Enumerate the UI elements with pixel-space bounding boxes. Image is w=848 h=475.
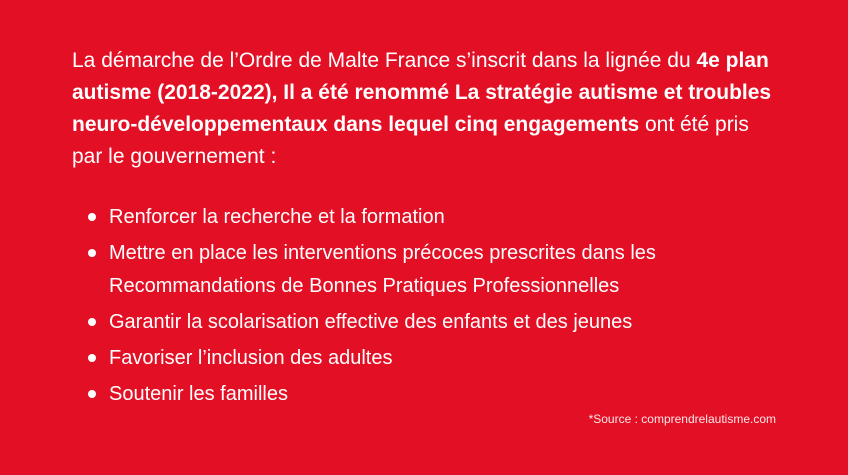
list-item-text: Soutenir les familles [109, 383, 288, 405]
source-note: *Source : comprendrelautisme.com [588, 412, 776, 426]
bullet-icon [88, 249, 96, 257]
bullet-icon [88, 213, 96, 221]
intro-paragraph [72, 45, 772, 173]
list-item [88, 306, 772, 339]
bullet-icon [88, 354, 96, 362]
intro-text-end: ont été pris par le gouvernement : [72, 113, 749, 168]
intro-text-start: La démarche de l’Ordre de Malte France s’inscrit dans la lignée du [72, 49, 697, 72]
list-item-text: Renforcer la recherche et la formation [109, 206, 445, 228]
list-item-text: Mettre en place les interventions précoces prescrites dans les Recommandations de Bonnes Pratiques Professionnelles [109, 242, 656, 297]
list-item [88, 342, 772, 375]
content-block [72, 45, 772, 414]
list-item [88, 378, 772, 411]
bullet-icon [88, 390, 96, 398]
intro-text-bold: 4e plan autisme (2018-2022), Il a été renommé La stratégie autisme et troubles neuro-développementaux dans lequel cinq engagements [72, 49, 772, 136]
list-item-text: Garantir la scolarisation effective des enfants et des jeunes [109, 311, 633, 333]
bullet-icon [88, 318, 96, 326]
list-item-text: Favoriser l’inclusion des adultes [109, 347, 393, 369]
list-item [88, 201, 772, 234]
engagements-list [72, 201, 772, 411]
list-item [88, 237, 772, 303]
